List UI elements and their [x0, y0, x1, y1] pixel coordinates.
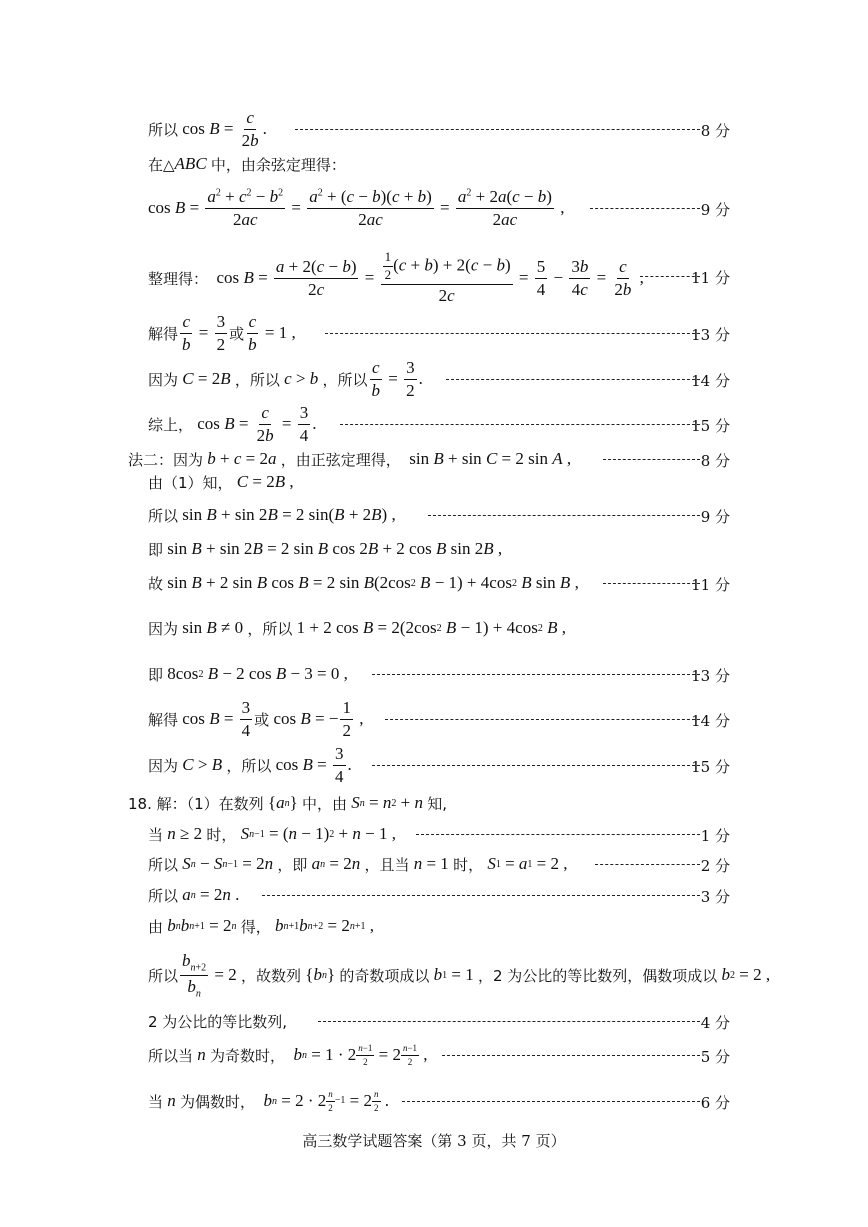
score-label: 11 分 — [691, 576, 730, 594]
solution-line: 所以当 n 为奇数时， b n = 1 · 2 $\frac{n-1}{2}$ = 2 $\frac{n-1}{2}$ , 5 分 — [148, 1043, 730, 1067]
solution-line: 即 sin B + sin 2 B = 2 sin B cos 2 B + 2 cos B sin 2 B , — [148, 539, 503, 559]
score-label: 15 分 — [691, 758, 730, 776]
solution-line: 所以 sin B + sin 2 B = 2 sin( B + 2 B ) , 9 分 — [148, 505, 730, 526]
solution-line: 所以 a n = 2 n . 3 分 — [148, 885, 730, 906]
solution-line: 当 n 为偶数时， b n = 2 · 2 $\frac{n}{2}$ −1 = 2 $\frac{n}{2}$ . 6 分 — [148, 1089, 730, 1113]
solution-line: 整理得： cos B = $\frac{a + 2(c - b)}{2c}$ = $\frac{1}{2}$ (c + b) + 2(c − b) 2c = $\frac{5}{4}$ − $\frac{3b}{4c}$ = $\frac{c}{2b}$ , 11 分 — [148, 249, 730, 306]
score-label: 14 分 — [691, 712, 730, 730]
solution-line: 法二：因为 b + c = 2 a ，由正弦定理得， sin B + sin C = 2 sin A , 8 分 — [128, 449, 730, 470]
score-label: 2 分 — [700, 857, 730, 875]
score-label: 6 分 — [700, 1094, 730, 1112]
score-label: 13 分 — [691, 326, 730, 344]
solution-line: 当 n ≥ 2 时， S n−1 = ( n − 1) 2 + n − 1 , 1 分 — [148, 824, 730, 845]
solution-line: 所以 cos B = $\frac{c}{2b}$ . 8 分 — [148, 107, 730, 150]
solution-line: 即 8cos 2 B − 2 cos B − 3 = 0 , 13 分 — [148, 664, 730, 685]
solution-line: cos B = $\frac{a^2 + c^2 - b^2}{2ac}$ = $\frac{a^2 + (c - b)(c + b)}{2ac}$ = $\frac{a^2 + 2a(c - b)}{2ac}$ , 9 分 — [148, 186, 730, 229]
score-label: 5 分 — [700, 1048, 730, 1066]
solution-line: 2 为公比的等比数列, 4 分 — [148, 1012, 730, 1032]
solution-line: 因为 C > B ，所以 cos B = $\frac{3}{4}$ . 15 分 — [148, 743, 730, 786]
score-label: 8 分 — [700, 452, 730, 470]
score-label: 1 分 — [700, 827, 730, 845]
score-label: 15 分 — [691, 417, 730, 435]
solution-line: 因为 C = 2 B ，所以 c > b ，所以 $\frac{c}{b}$ = $\frac{3}{2}$ . 14 分 — [148, 357, 730, 400]
score-label: 13 分 — [691, 667, 730, 685]
solution-line: 所以 $\frac{b_{n+2}}{b_n}$ = 2 ，故数列 { b n } 的奇数项成以 b 1 = 1 ，2 为公比的等比数列，偶数项成以 b 2 = 2 , — [148, 950, 771, 999]
solution-line: 由（1）知， C = 2 B , — [148, 472, 294, 492]
solution-line: 因为 sin B ≠ 0 ，所以 1 + 2 cos B = 2(2cos 2 B − 1) + 4cos 2 B , — [148, 618, 566, 638]
solution-line: 18. 解：（1）在数列 { a n } 中，由 S n = n 2 + n 知, — [128, 793, 447, 813]
score-label: 11 分 — [691, 269, 730, 287]
solution-line: 解得 cos B = $\frac{3}{4}$ 或 cos B = − $\frac{1}{2}$ , 14 分 — [148, 697, 730, 740]
score-label: 9 分 — [700, 508, 730, 526]
solution-line: 由 b n b n+1 = 2 n 得， b n+1 b n+2 = 2 n+1 , — [148, 916, 375, 936]
score-label: 8 分 — [700, 122, 730, 140]
solution-line: 解得 $\frac{c}{b}$ = $\frac{3}{2}$ 或 $\frac{c}{b}$ = 1 , 13 分 — [148, 311, 730, 354]
solution-line: 在△ ABC 中，由余弦定理得： — [148, 154, 346, 174]
score-label: 14 分 — [691, 372, 730, 390]
page-footer: 高三数学试题答案（第 3 页，共 7 页） — [302, 1132, 566, 1150]
score-label: 3 分 — [700, 888, 730, 906]
solution-line: 综上， cos B = $\frac{c}{2b}$ = $\frac{3}{4}$ . 15 分 — [148, 402, 730, 445]
solution-line: 故 sin B + 2 sin B cos B = 2 sin B (2cos 2 B − 1) + 4cos 2 B sin B , 11 分 — [148, 573, 730, 594]
score-label: 9 分 — [700, 201, 730, 219]
solution-line: 所以 S n − S n−1 = 2 n ，即 a n = 2 n ，且当 n = 1 时， S 1 = a 1 = 2 , 2 分 — [148, 854, 730, 875]
score-label: 4 分 — [700, 1014, 730, 1032]
